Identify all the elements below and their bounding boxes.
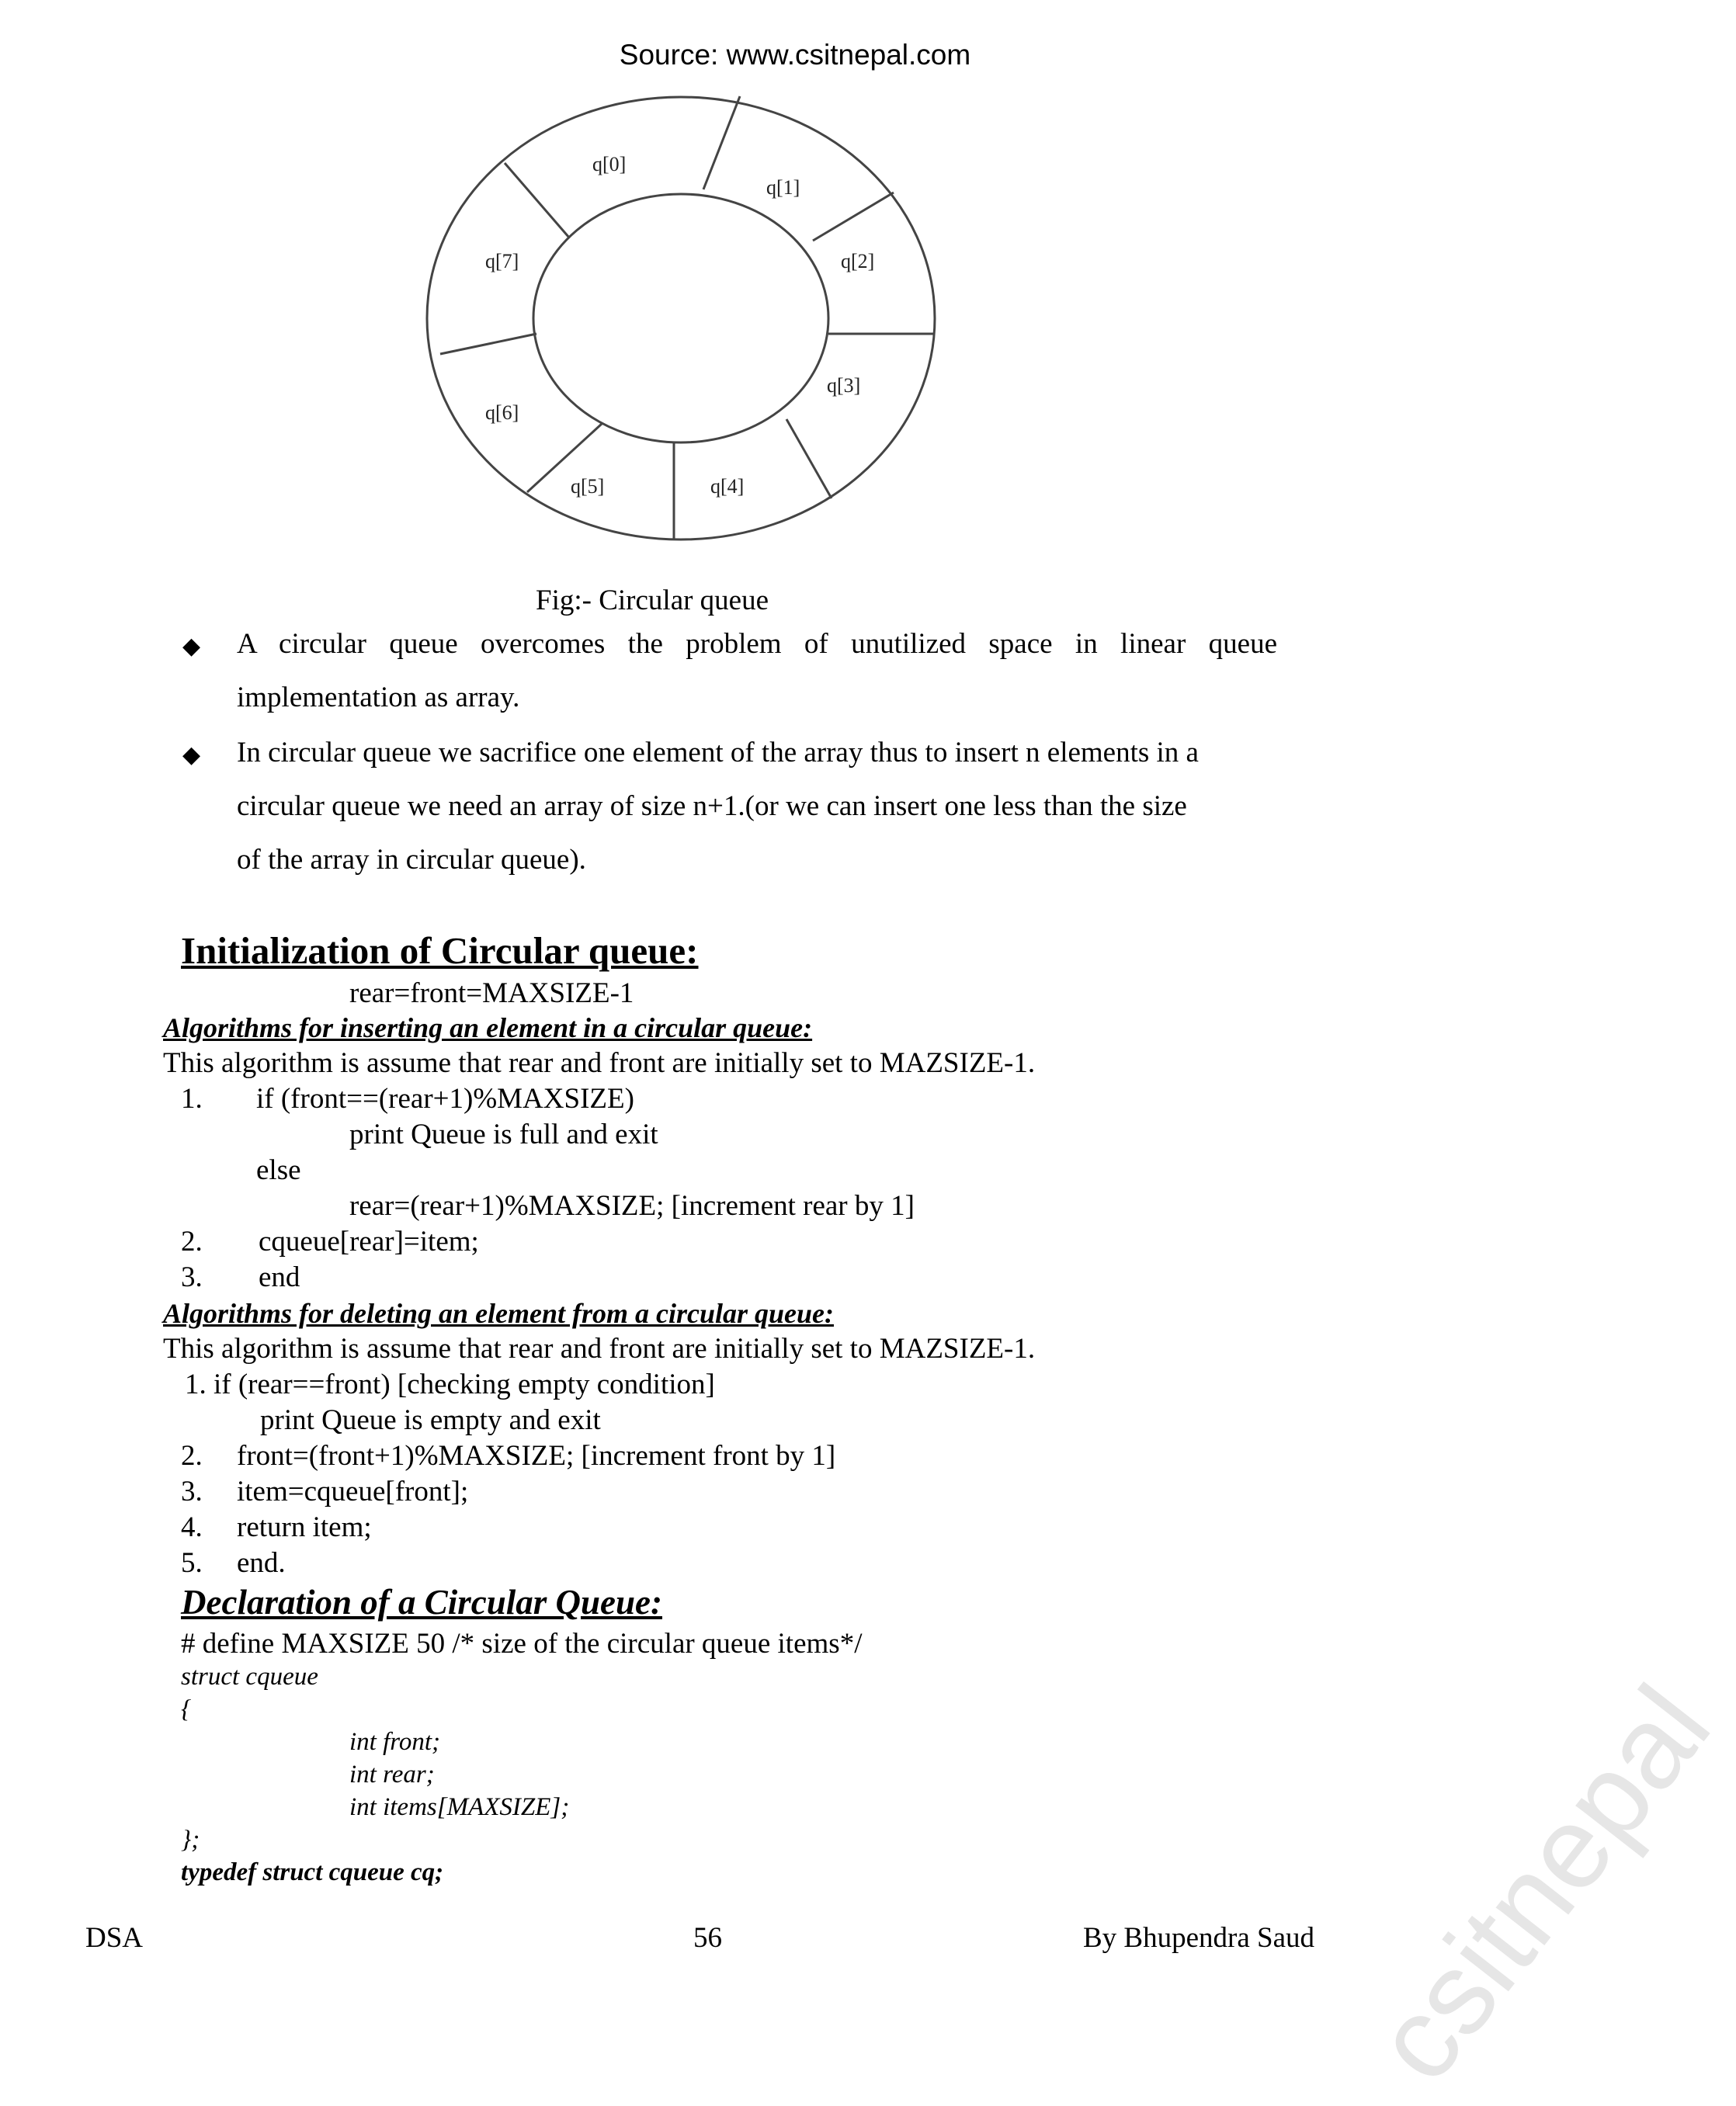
cell-label: q[3] [827, 374, 861, 397]
algorithm-line: print Queue is full and exit [349, 1119, 658, 1150]
footer-left: DSA [85, 1922, 144, 1954]
step-number: 2. [181, 1226, 203, 1258]
init-code: rear=front=MAXSIZE-1 [349, 977, 634, 1009]
algorithm-line: else [256, 1154, 301, 1186]
bullet-line: circular queue we need an array of size n+1.(or we can insert one less than the size [237, 790, 1187, 822]
cell-label: q[6] [485, 401, 519, 424]
define-line: # define MAXSIZE 50 /* size of the circular queue items*/ [181, 1628, 863, 1660]
struct-member: int front; [349, 1728, 441, 1756]
bullet-line: implementation as array. [237, 682, 520, 713]
algorithm-line: item=cqueue[front]; [237, 1476, 469, 1508]
footer-author: By Bhupendra Saud [1083, 1922, 1315, 1954]
step-number: 2. [181, 1440, 203, 1472]
outer-ring [427, 97, 935, 540]
page-number: 56 [693, 1922, 722, 1954]
algorithm-line: if (front==(rear+1)%MAXSIZE) [256, 1083, 634, 1115]
algorithm-line: end [259, 1261, 300, 1293]
diamond-bullet-icon: ◆ [182, 742, 201, 768]
bullet-line: of the array in circular queue). [237, 844, 586, 876]
struct-member: int rear; [349, 1761, 435, 1789]
watermark: csitnepal [1349, 1662, 1735, 2105]
insert-heading: Algorithms for inserting an element in a circular queue: [163, 1012, 813, 1043]
delete-heading: Algorithms for deleting an element from a circular queue: [163, 1298, 835, 1329]
step-number: 3. [181, 1476, 203, 1508]
algorithm-line: 1. if (rear==front) [checking empty condition] [185, 1369, 715, 1400]
algorithm-line: cqueue[rear]=item; [259, 1226, 479, 1258]
struct-line: struct cqueue [181, 1663, 318, 1691]
diamond-bullet-icon: ◆ [182, 633, 201, 659]
step-number: 1. [181, 1083, 203, 1115]
brace-open: { [181, 1695, 192, 1723]
divider [505, 163, 569, 238]
declaration-heading: Declaration of a Circular Queue: [181, 1583, 663, 1622]
brace-close: }; [181, 1826, 200, 1854]
inner-ring [533, 194, 828, 442]
step-number: 5. [181, 1547, 203, 1579]
circular-queue-diagram [431, 93, 959, 559]
cell-label: q[4] [710, 475, 745, 498]
cell-label: q[0] [592, 153, 627, 175]
typedef-line: typedef struct cqueue cq; [181, 1858, 444, 1886]
algorithm-line: print Queue is empty and exit [260, 1404, 601, 1436]
bullet-paragraph [237, 726, 1277, 886]
algorithm-line: end. [237, 1547, 286, 1579]
algorithm-line: front=(front+1)%MAXSIZE; [increment front by 1] [237, 1440, 836, 1472]
cell-label: q[5] [571, 475, 605, 498]
step-number: 3. [181, 1261, 203, 1293]
divider [786, 419, 832, 498]
figure-caption: Fig:- Circular queue [536, 585, 769, 616]
divider [813, 193, 894, 241]
delete-intro: This algorithm is assume that rear and front are initially set to MAZSIZE-1. [163, 1333, 1036, 1365]
cell-label: q[1] [766, 176, 800, 199]
algorithm-line: rear=(rear+1)%MAXSIZE; [increment rear by 1] [349, 1190, 915, 1222]
algorithm-line: return item; [237, 1511, 372, 1543]
cell-label: q[7] [485, 250, 519, 272]
step-number: 4. [181, 1511, 203, 1543]
bullet-paragraph [237, 617, 1277, 724]
bullet-line: A circular queue overcomes the problem of unutilized space in linear queue [237, 628, 1277, 660]
struct-member: int items[MAXSIZE]; [349, 1793, 570, 1821]
divider [440, 334, 536, 354]
source-header: Source: www.csitnepal.com [619, 39, 971, 71]
init-heading: Initialization of Circular queue: [181, 929, 699, 972]
cell-label: q[2] [841, 250, 875, 272]
bullet-line: In circular queue we sacrifice one element of the array thus to insert n elements in a [237, 737, 1199, 768]
insert-intro: This algorithm is assume that rear and front are initially set to MAZSIZE-1. [163, 1047, 1036, 1079]
divider [703, 96, 740, 189]
